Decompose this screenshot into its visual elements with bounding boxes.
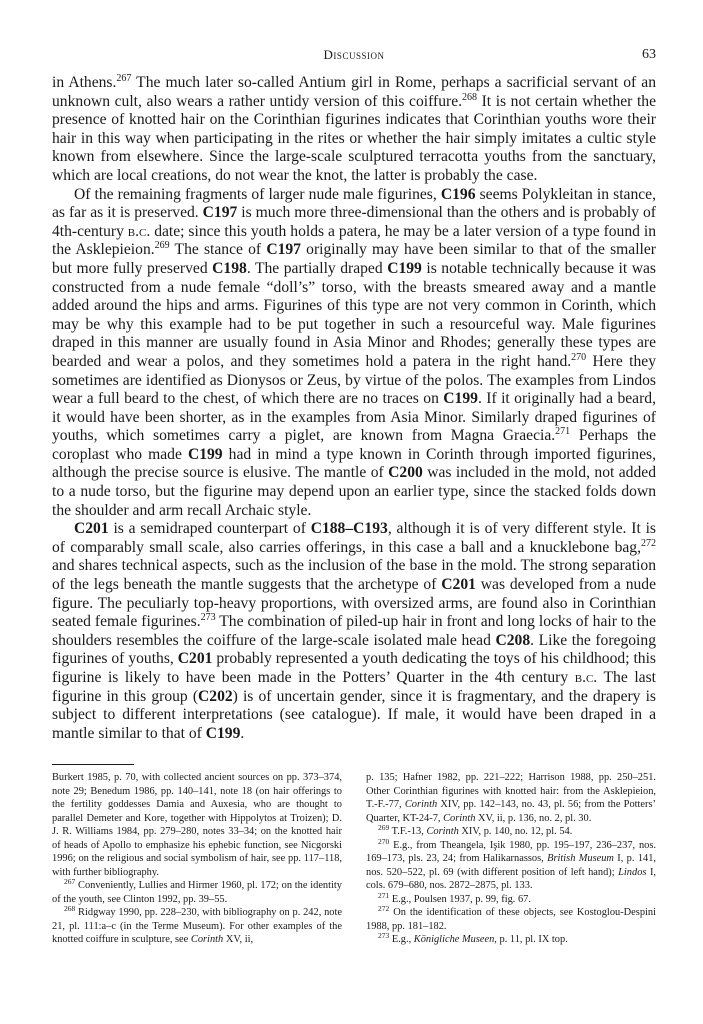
text-run: The last figurine in this group ( [52,669,656,705]
text-run: was developed from a nude figure. The peculiarly top-heavy proportions, with oversized arms, are found also in Corinthian seated female figurines. [52,576,657,631]
text-run: was included in the mold, not added to a nude torso, but the figurine may depend upon an earlier type, since the stacked folds down the shoulder and arm recall Archaic style. [52,464,656,519]
text-run: XIV, pp. 142–143, no. 43, pl. 56; from the Potters’ Quarter, KT-24-7, [366,799,656,824]
catalogue-ref: C202 [198,687,233,705]
text-run: Here they sometimes are identified as Dionysos or Zeus, by virtue of the polos. The examples from Lindos wear a full beard to the chest, of which there are no traces on [52,352,656,408]
text-run: E.g., Poulsen 1937, p. 99, fig. 67. [389,893,531,905]
text-run: , although it is of very different style. It is of comparably small scale, also carries offerings, in this case a ball and a knucklebone bag, [52,520,656,556]
text-run: XV, ii, p. 136, no. 2, pl. 30. [475,812,592,824]
text-run: E.g., from Theangela, Işik 1980, pp. 195–197, 236–237, nos. 169–173, pls. 23, 24; from Halikarnassos, [366,839,656,864]
text-run: The much later so-called Antium girl in Rome, perhaps a sacrificial servant of an unknown cult, also wears a rather untidy version of this coiffure. [52,74,657,110]
catalogue-ref: C196 [440,185,476,203]
text-run: probably represented a youth dedicating the toys of his childhood; this figurine is likely to have been made in the Potters’ Quarter in the 4th century [52,650,657,686]
footnote-ref: 272 [641,537,656,549]
paragraph [52,520,656,743]
footnote [52,906,342,947]
text-run: It is not certain whether the presence of knotted hair on the Corinthian figurines indicates that Corinthian youths wore their hair in this way when participating in the rites or whether the hair simply imitates a cultic style known from elsewhere. Since the large-scale sculptured terracotta youths from the sanctuary, which are local creations, do not wear the knot, the latter is probably the case. [52,92,656,184]
italic-title: Corinth [426,826,459,837]
text-run: seems Polykleitan in stance, as far as it is preserved. [52,185,656,222]
text-run: T.F.-13, [389,826,427,837]
text-run: had in mind a type known in Corinth through imported figurines, although the precise source is elusive. The mantle of [52,445,656,482]
footnote [366,771,656,825]
page-header [52,47,656,67]
text-run: . The partially draped [246,259,388,277]
paragraph [52,186,656,521]
text-run: E.g., [389,934,414,945]
text-run: XV, ii, [223,934,254,945]
footnote-rule [52,764,134,765]
catalogue-ref: C201 [74,520,109,538]
footnote-ref: 268 [64,904,76,913]
text-run: XIV, p. 140, no. 12, pl. 54. [458,826,573,837]
footnote [52,771,342,879]
running-head: Discussion [323,47,385,62]
text-run: p. 135; Hafner 1982, pp. 221–222; Harrison 1988, pp. 250–251. Other Corinthian figurines with knotted hair: from the Asklepieion, T.-F.-77, [366,772,656,810]
text-run: Conveniently, Lullies and Hirmer 1960, pl. 172; on the identity of the youth, see Clinton 1992, pp. 39–55. [52,880,342,905]
text-run: . Like the foregoing figurines of youths, [52,631,656,668]
text-run: originally may have been similar to that of the smaller but more fully preserved [52,241,656,277]
text-run: Of the remaining fragments of larger nude male figurines, [74,185,441,203]
text-run: is a semidraped counterpart of [108,520,311,538]
text-run: I, p. 141, nos. 520–522, pl. 69 (with different position of left hand); [366,853,656,878]
text-run: . If it originally had a beard, it would have been shorter, as in the examples from Asia Minor. Similarly draped figurines of youths, which sometimes carry a piglet, are known from Magna Graecia. [52,390,656,445]
catalogue-ref: C208 [495,631,531,649]
footnote-ref: 271 [378,890,390,900]
text-run: I, cols. 679–680, nos. 2872–2875, pl. 133. [366,866,656,891]
small-caps-text: b.c. [574,669,598,686]
catalogue-ref: C199 [387,259,422,277]
footnote-ref: 273 [200,612,216,624]
text-run: Perhaps the coroplast who made [52,427,657,463]
catalogue-ref: C201 [441,576,476,594]
paragraph [52,74,656,186]
footnote-ref: 271 [555,426,571,438]
body-text [52,74,656,743]
italic-title: Corinth [443,812,476,824]
text-run: . [240,724,245,742]
catalogue-ref: C198 [212,259,247,277]
italic-title: Lindos [618,866,647,878]
text-run: The combination of piled-up hair in front and long locks of hair to the shoulders resembles the coiffure of the large-scale isolated male head [52,613,656,649]
text-run: The stance of [169,241,267,259]
catalogue-ref: C188–C193 [310,520,388,538]
catalogue-ref: C200 [388,464,423,482]
footnote-ref: 272 [378,904,390,913]
italic-title: Corinth [404,799,438,810]
footnote-ref: 270 [571,351,587,363]
footnote-ref: 267 [64,877,76,886]
italic-title: Corinth [190,934,224,945]
footnote-ref: 269 [378,823,390,832]
catalogue-ref: C199 [205,724,241,742]
small-caps-text: b.c. [127,222,151,240]
italic-title: British Museum [547,853,614,864]
text-run: in Athens. [52,74,117,91]
footnote-ref: 267 [116,73,132,84]
footnote-ref: 269 [154,240,170,252]
footnote [366,836,656,893]
text-run: Burkert 1985, p. 70, with collected ancient sources on pp. 373–374, note 29; Benedum 1986, pp. 140–141, note 18 (on hair offerings to the fertility goddesses Damia and Auxesia, who are thought to parallel Demeter and Kore, together with Hippolytos at Troizen); D. J. R. Williams 1984, pp. 279–280, notes 33–34; on the knotted hair of heads of Apollo to emphasize his ephebic function, see Nicgorski 1996; on the religious and social symbolism of hair, see pp. 117–118, with further bibliography. [52,772,342,878]
footnote-ref: 270 [378,836,390,846]
footnote [52,879,342,906]
footnote-ref: 273 [378,931,390,940]
text-run: , p. 11, pl. IX top. [494,934,568,945]
footnotes-right-column [366,771,656,947]
catalogue-ref: C199 [187,445,223,463]
catalogue-ref: C199 [443,390,478,408]
footnote-ref: 268 [462,91,478,103]
text-run: and shares technical aspects, such as the inclusion of the base in the mold. The strong separation of the legs beneath the mantle suggests that the archetype of [52,557,656,594]
italic-title: Königliche Museen [413,934,495,945]
footnote [366,933,656,947]
text-run: Ridgway 1990, pp. 228–230, with bibliography on p. 242, note 21, pl. 111:a–c (in the Terme Museum). For other examples of the knotted coiffure in sculpture, see [52,907,342,945]
footnote [366,906,656,933]
footnotes-left-column [52,771,342,947]
catalogue-ref: C197 [202,204,238,222]
footnote [366,825,656,839]
page-number: 63 [642,47,656,62]
catalogue-ref: C197 [266,241,301,259]
footnote [366,890,656,907]
catalogue-ref: C201 [177,650,213,668]
text-run: ) is of uncertain gender, since it is fragmentary, and the drapery is subject to different interpretations (see catalogue). If male, it would have been draped in a mantle similar to that of [52,687,656,742]
text-run: is notable technically because it was constructed from a nude female “doll’s” torso, with the breasts smeared away and a mantle added around the hips and arms. Figurines of this type are not very common in Corinth, which may be why this example had to be put together in such a resourceful way. Male figurines draped in this manner are usually found in Asia Minor and Rhodes; generally these types are bearded and wear a polos, and they sometimes hold a patera in the right hand. [52,259,656,370]
text-run: is much more three-dimensional than the others and is probably of 4th-century [52,204,656,240]
text-run: On the identification of these objects, see Kostoglou-Despini 1988, pp. 181–182. [366,907,656,932]
text-run: date; since this youth holds a patera, he may be a later version of a type found in the Asklepieion. [52,222,656,259]
